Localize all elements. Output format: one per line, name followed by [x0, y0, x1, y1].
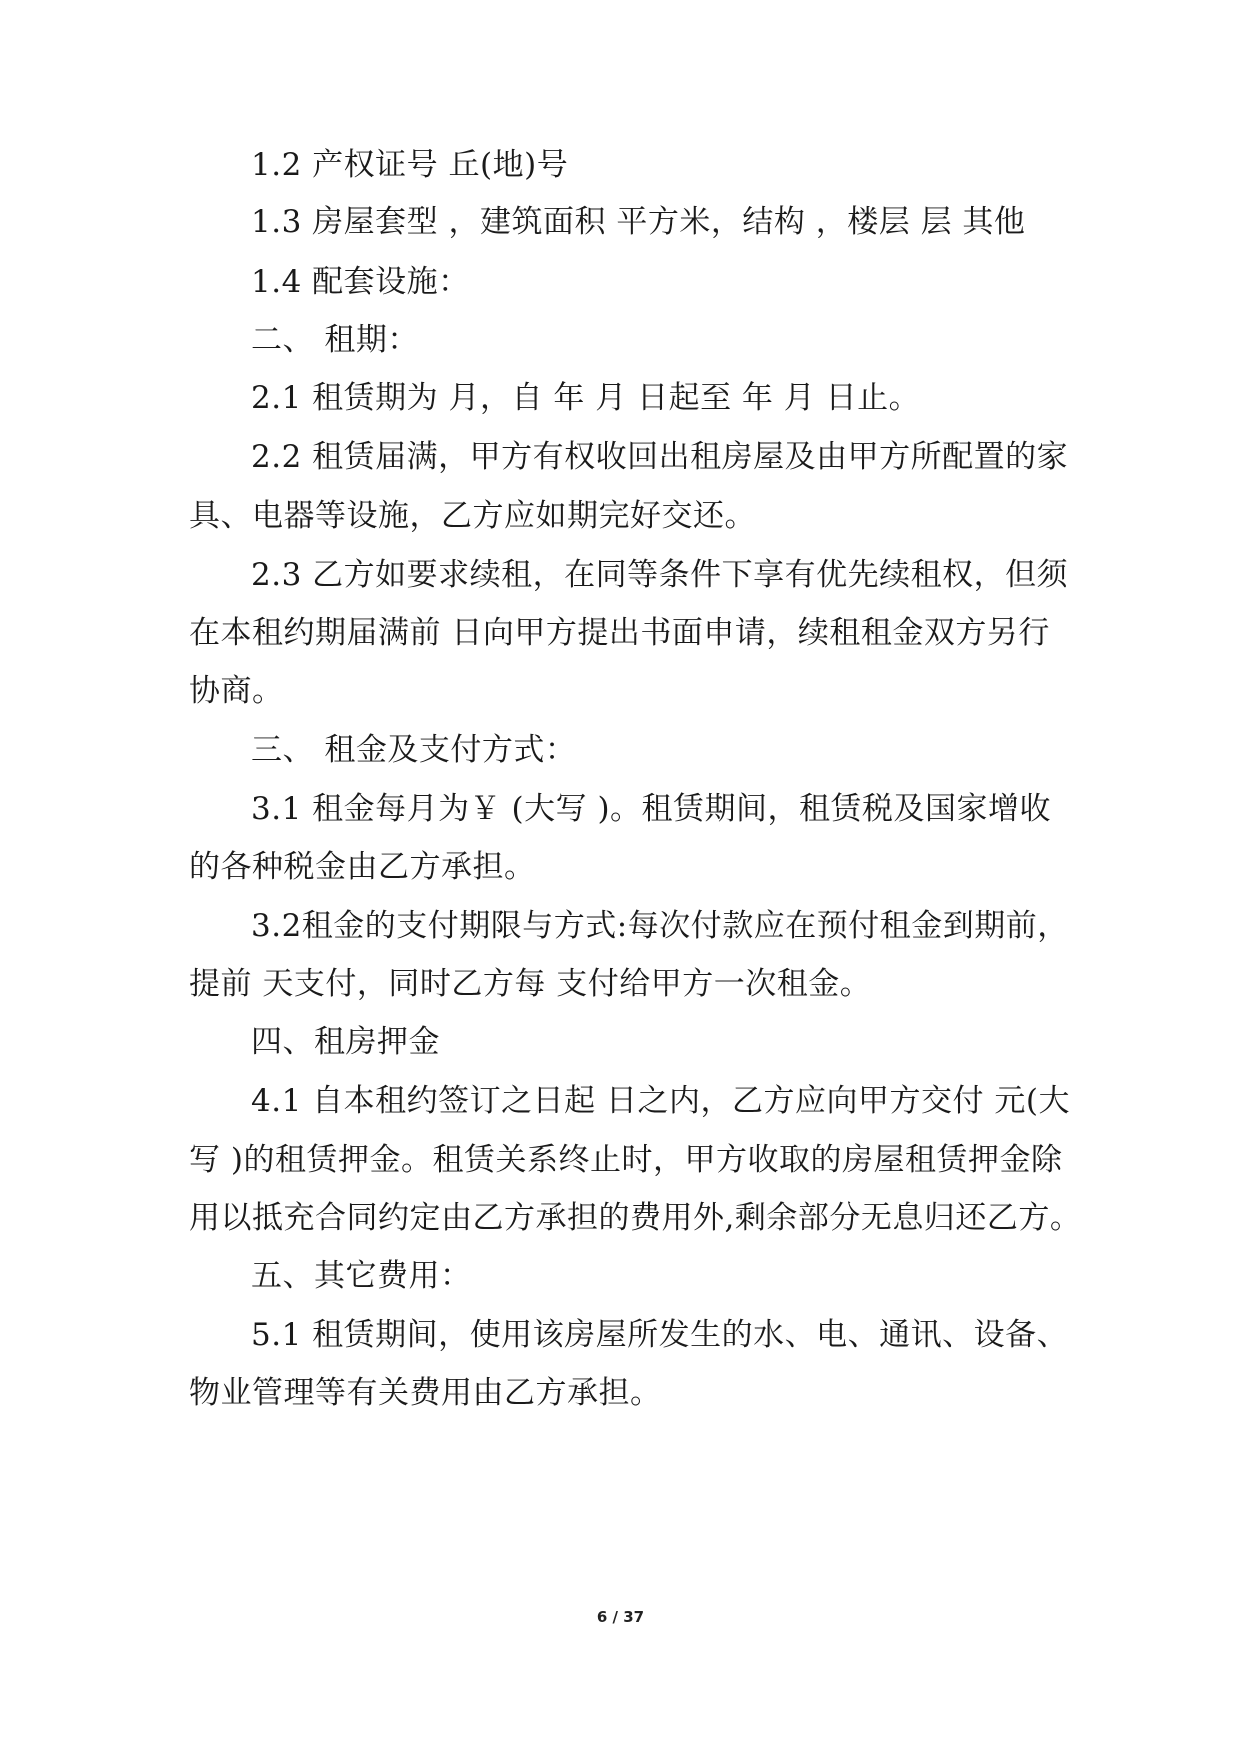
clause-2-3-line-2: 在本租约期届满前 日向甲方提出书面申请，续租租金双方另行: [189, 615, 1050, 651]
clause-4-1-line-2: 写 )的租赁押金。租赁关系终止时，甲方收取的房屋租赁押金除: [189, 1142, 1063, 1178]
clause-3-2-line-1: 3.2租金的支付期限与方式:每次付款应在预付租金到期前，: [251, 908, 1069, 944]
clause-1-2: 1.2 产权证号 丘(地)号: [251, 147, 569, 183]
clause-4-1-line-3: 用以抵充合同约定由乙方承担的费用外,剩余部分无息归还乙方。: [189, 1200, 1082, 1236]
clause-5-1-line-2: 物业管理等有关费用由乙方承担。: [189, 1375, 662, 1411]
clause-2-2-line-2: 具、电器等设施，乙方应如期完好交还。: [189, 498, 756, 534]
clause-3-1-line-1: 3.1 租金每月为￥ (大写 )。租赁期间，租赁税及国家增收: [251, 791, 1052, 827]
section-3-heading: 三、 租金及支付方式：: [251, 732, 577, 768]
clause-2-3-line-1: 2.3 乙方如要求续租，在同等条件下享有优先续租权，但须: [251, 557, 1069, 593]
clause-3-1-line-2: 的各种税金由乙方承担。: [189, 849, 536, 885]
clause-1-4: 1.4 配套设施：: [251, 264, 470, 300]
section-4-heading: 四、租房押金: [251, 1024, 440, 1060]
clause-2-1: 2.1 租赁期为 月，自 年 月 日起至 年 月 日止。: [251, 380, 921, 416]
clause-3-2-line-2: 提前 天支付，同时乙方每 支付给甲方一次租金。: [189, 966, 872, 1002]
clause-5-1-line-1: 5.1 租赁期间，使用该房屋所发生的水、电、通讯、设备、: [251, 1317, 1069, 1353]
clause-2-2-line-1: 2.2 租赁届满，甲方有权收回出租房屋及由甲方所配置的家: [251, 439, 1069, 475]
page-number: 6 / 37: [596, 1608, 645, 1626]
clause-1-3: 1.3 房屋套型 ，建筑面积 平方米，结构 ，楼层 层 其他: [251, 204, 1026, 240]
section-5-heading: 五、其它费用：: [251, 1258, 472, 1294]
clause-4-1-line-1: 4.1 自本租约签订之日起 日之内，乙方应向甲方交付 元(大: [251, 1083, 1070, 1119]
clause-2-3-line-3: 协商。: [189, 673, 284, 709]
section-2-heading: 二、 租期：: [251, 322, 419, 358]
